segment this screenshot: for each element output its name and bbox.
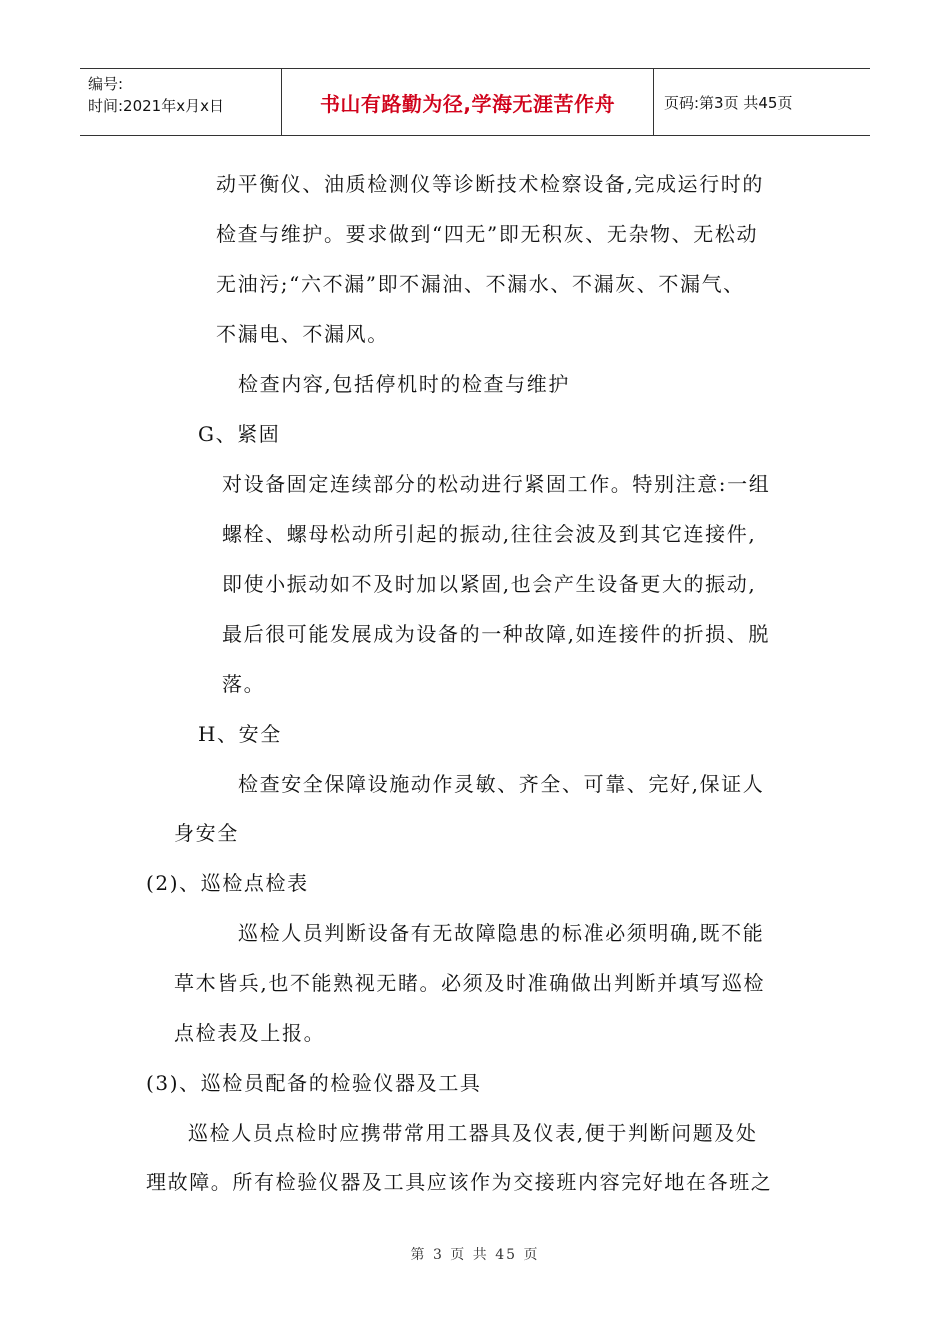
header-motto-cell bbox=[282, 69, 654, 135]
section-heading: G、紧固 bbox=[198, 422, 281, 446]
body-line: 巡检人员判断设备有无故障隐患的标准必须明确,既不能 bbox=[238, 921, 765, 945]
body-line: 最后很可能发展成为设备的一种故障,如连接件的折损、脱 bbox=[222, 622, 770, 646]
body-line: 即使小振动如不及时加以紧固,也会产生设备更大的振动, bbox=[222, 572, 757, 596]
body-line: 巡检人员点检时应携带常用工器具及仪表,便于判断问题及处 bbox=[188, 1121, 758, 1145]
document-number: 编号: bbox=[88, 75, 124, 93]
header-meta bbox=[80, 69, 282, 135]
section-heading: (2)、巡检点检表 bbox=[146, 871, 309, 895]
body-line: 检查安全保障设施动作灵敏、齐全、可靠、完好,保证人 bbox=[238, 772, 765, 796]
document-date: 时间:2021年x月x日 bbox=[88, 97, 224, 115]
body-line: 草木皆兵,也不能熟视无睹。必须及时准确做出判断并填写巡检 bbox=[174, 971, 766, 995]
page-header bbox=[80, 68, 870, 136]
body-line: 对设备固定连续部分的松动进行紧固工作。特别注意:一组 bbox=[222, 472, 771, 496]
body-line: 身安全 bbox=[174, 821, 239, 845]
section-heading: H、安全 bbox=[198, 722, 282, 746]
body-line: 理故障。所有检验仪器及工具应该作为交接班内容完好地在各班之 bbox=[146, 1170, 773, 1194]
body-line: 动平衡仪、油质检测仪等诊断技术检察设备,完成运行时的 bbox=[216, 172, 764, 196]
body-line: 检查与维护。要求做到“四无”即无积灰、无杂物、无松动 bbox=[216, 222, 759, 246]
section-heading: (3)、巡检员配备的检验仪器及工具 bbox=[146, 1071, 482, 1095]
body-line: 检查内容,包括停机时的检查与维护 bbox=[238, 372, 570, 396]
header-page-number: 页码:第3页 共45页 bbox=[664, 93, 793, 112]
page-footer: 第 3 页 共 45 页 bbox=[410, 1247, 540, 1263]
body-line: 落。 bbox=[222, 672, 266, 696]
body-line: 不漏电、不漏风。 bbox=[216, 322, 389, 346]
body-line: 点检表及上报。 bbox=[174, 1021, 326, 1045]
header-motto: 书山有路勤为径,学海无涯苦作舟 bbox=[319, 91, 616, 116]
body-line: 无油污;“六不漏”即不漏油、不漏水、不漏灰、不漏气、 bbox=[216, 272, 745, 296]
body-line: 螺栓、螺母松动所引起的振动,往往会波及到其它连接件, bbox=[222, 522, 757, 546]
